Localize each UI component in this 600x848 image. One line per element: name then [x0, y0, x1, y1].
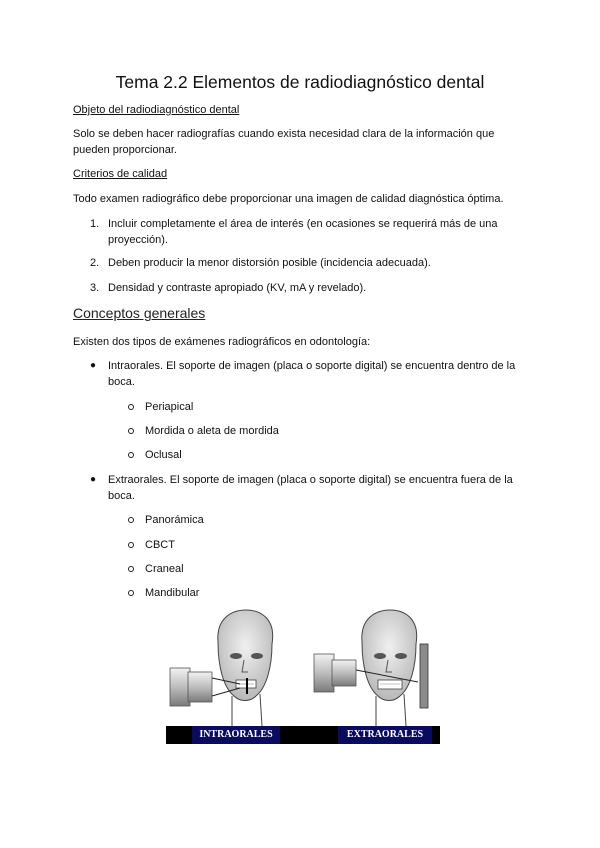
bullet-icon: ●: [90, 474, 97, 485]
list-text: Deben producir la menor distorsión posible (incidencia adecuada).: [108, 257, 431, 269]
label-extraorales: EXTRAORALES: [338, 726, 432, 744]
circle-bullet-icon: [128, 566, 134, 572]
conceptos-intro: Existen dos tipos de exámenes radiográficos en odontología:: [73, 336, 371, 348]
circle-bullet-icon: [128, 542, 134, 548]
criterios-text: Todo examen radiográfico debe proporcionar una imagen de calidad diagnóstica óptima.: [73, 193, 504, 205]
circle-bullet-icon: [128, 590, 134, 596]
list-text: Incluir completamente el área de interés (en ocasiones se requerirá más de una proyección).: [108, 218, 498, 246]
list-number: 1.: [90, 218, 100, 230]
objeto-text: Solo se deben hacer radiografías cuando exista necesidad clara de la información que pueden proporcionar.: [73, 128, 495, 156]
list-text: Densidad y contraste apropiado (KV, mA y revelado).: [108, 282, 367, 294]
label-intraorales: INTRAORALES: [192, 726, 280, 744]
extraoral-film-plate: [420, 644, 428, 708]
bullet-icon: ●: [90, 360, 97, 371]
page-title: Tema 2.2 Elementos de radiodiagnóstico dental: [115, 72, 485, 92]
conceptos-heading: Conceptos generales: [73, 305, 206, 321]
circle-bullet-icon: [128, 517, 134, 523]
bullet-text: Extraorales. El soporte de imagen (placa o soporte digital) se encuentra fuera de la boca.: [108, 474, 513, 502]
objeto-heading: Objeto del radiodiagnóstico dental: [73, 104, 240, 116]
radiography-figure: [166, 608, 440, 744]
circle-bullet-icon: [128, 428, 134, 434]
document-page: Tema 2.2 Elementos de radiodiagnóstico dental Objeto del radiodiagnóstico dental Solo se deben hacer radiografías cuando exista necesidad clara de la información que pueden proporcionar. Criterios de calidad Todo examen radiográfico debe proporcionar una imagen de calidad diagnóstica óptima. 1. Incluir completamente el área de interés (en ocasiones se requerirá más de una proyección). 2. Deben producir la menor distorsión posible (incidencia adecuada). 3. Densidad y contraste apropiado (KV, mA y revelado). Conceptos generales Existen dos tipos de exámenes radiográficos en odontología: ● Intraorales. El soporte de imagen (placa o soporte digital) se encuentra dentro de la boca. Periapical Mordida o aleta de mordida Oclusal ● Extraorales. El soporte de imagen (placa o soporte digital) se encuentra fuera de la boca. Panorámica CBCT Craneal Mandibular INTRAORALES EXTRAORALES: [0, 0, 600, 848]
radiography-illustration: [166, 608, 440, 726]
list-number: 2.: [90, 257, 100, 269]
bullet-text: Intraorales. El soporte de imagen (placa o soporte digital) se encuentra dentro de la boca.: [108, 360, 516, 388]
list-number: 3.: [90, 282, 100, 294]
extraoral-head: [362, 610, 417, 726]
circle-bullet-icon: [128, 404, 134, 410]
circle-bullet-icon: [128, 452, 134, 458]
intraoral-head: [218, 610, 273, 726]
criterios-heading: Criterios de calidad: [73, 168, 168, 180]
